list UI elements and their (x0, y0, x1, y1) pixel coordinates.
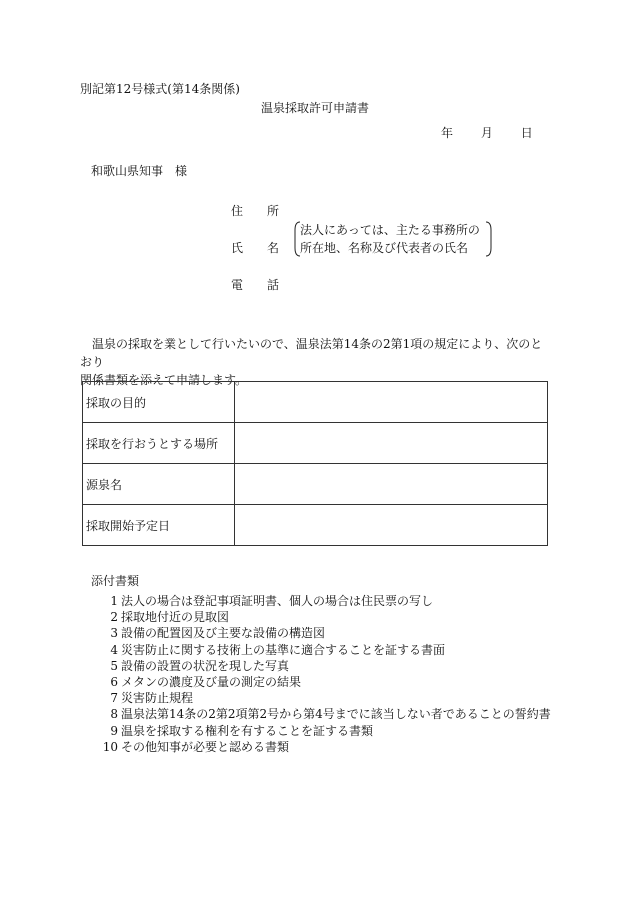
item-text: 設備の設置の状況を現した写真 (121, 658, 290, 673)
item-text: 温泉を採取する権利を有することを証する書類 (121, 723, 374, 738)
list-item (96, 690, 551, 706)
statement-line1: 温泉の採取を業として行いたいので、温泉法第14条の2第1項の規定により、次のとおり (80, 337, 543, 369)
list-item (96, 706, 551, 722)
list-item (96, 723, 551, 739)
field-label-location: 採取を行おうとする場所 (83, 423, 235, 464)
corporate-note-line2: 所在地、名称及び代表者の氏名 (300, 241, 469, 255)
field-label-start-date: 採取開始予定日 (83, 505, 235, 546)
address-label: 住 所 (231, 204, 280, 218)
document-title: 温泉採取許可申請書 (260, 101, 369, 115)
item-number: 4 (110, 642, 118, 657)
item-text: 採取地付近の見取図 (121, 610, 230, 625)
date-year: 年 (441, 126, 454, 140)
statement-line2: 関係書類を添えて申請します。 (80, 373, 248, 387)
item-number: 9 (110, 723, 118, 738)
table-row (83, 382, 548, 423)
item-number: 2 (110, 610, 118, 625)
item-text: メタンの濃度及び量の測定の結果 (121, 674, 302, 689)
item-number: 3 (110, 626, 118, 641)
list-item (96, 642, 551, 658)
item-text: 設備の配置図及び主要な設備の構造図 (121, 626, 326, 641)
field-value-start-date[interactable] (235, 505, 548, 546)
item-text: 災害防止規程 (121, 691, 194, 706)
item-text: その他知事が必要と認める書類 (121, 739, 290, 754)
field-label-source-name: 源泉名 (83, 464, 235, 505)
item-number: 5 (110, 658, 118, 673)
item-number: 10 (102, 739, 118, 754)
list-item (96, 658, 551, 674)
table-row (83, 464, 548, 505)
item-number: 7 (110, 691, 118, 706)
name-label: 氏 名 (231, 241, 280, 255)
field-label-purpose: 採取の目的 (83, 382, 235, 423)
item-text: 温泉法第14条の2第2項第2号から第4号までに該当しない者であることの誓約書 (121, 707, 551, 722)
field-value-purpose[interactable] (235, 382, 548, 423)
item-text: 法人の場合は登記事項証明書、個人の場合は住民票の写し (121, 594, 434, 608)
field-value-source-name[interactable] (235, 464, 548, 505)
list-item (96, 593, 551, 609)
phone-label: 電 話 (231, 278, 280, 292)
item-text: 災害防止に関する技術上の基準に適合することを証する書面 (121, 642, 446, 657)
corporate-note-line1: 法人にあっては、主たる事務所の (300, 223, 480, 237)
list-item (96, 739, 551, 755)
table-row (83, 505, 548, 546)
attachments-list (96, 593, 551, 755)
list-item (96, 609, 551, 625)
date-line (441, 126, 533, 140)
attachments-heading: 添付書類 (91, 574, 140, 588)
addressee: 和歌山県知事 様 (91, 164, 188, 178)
item-number: 8 (110, 707, 118, 722)
list-item (96, 674, 551, 690)
form-number: 別記第12号様式(第14条関係) (80, 82, 240, 96)
field-value-location[interactable] (235, 423, 548, 464)
date-month: 月 (480, 126, 493, 140)
table-row (83, 423, 548, 464)
item-number: 6 (110, 674, 118, 689)
application-fields-table (82, 381, 548, 546)
list-item (96, 625, 551, 641)
item-number: 1 (110, 594, 118, 608)
date-day: 日 (520, 126, 533, 140)
